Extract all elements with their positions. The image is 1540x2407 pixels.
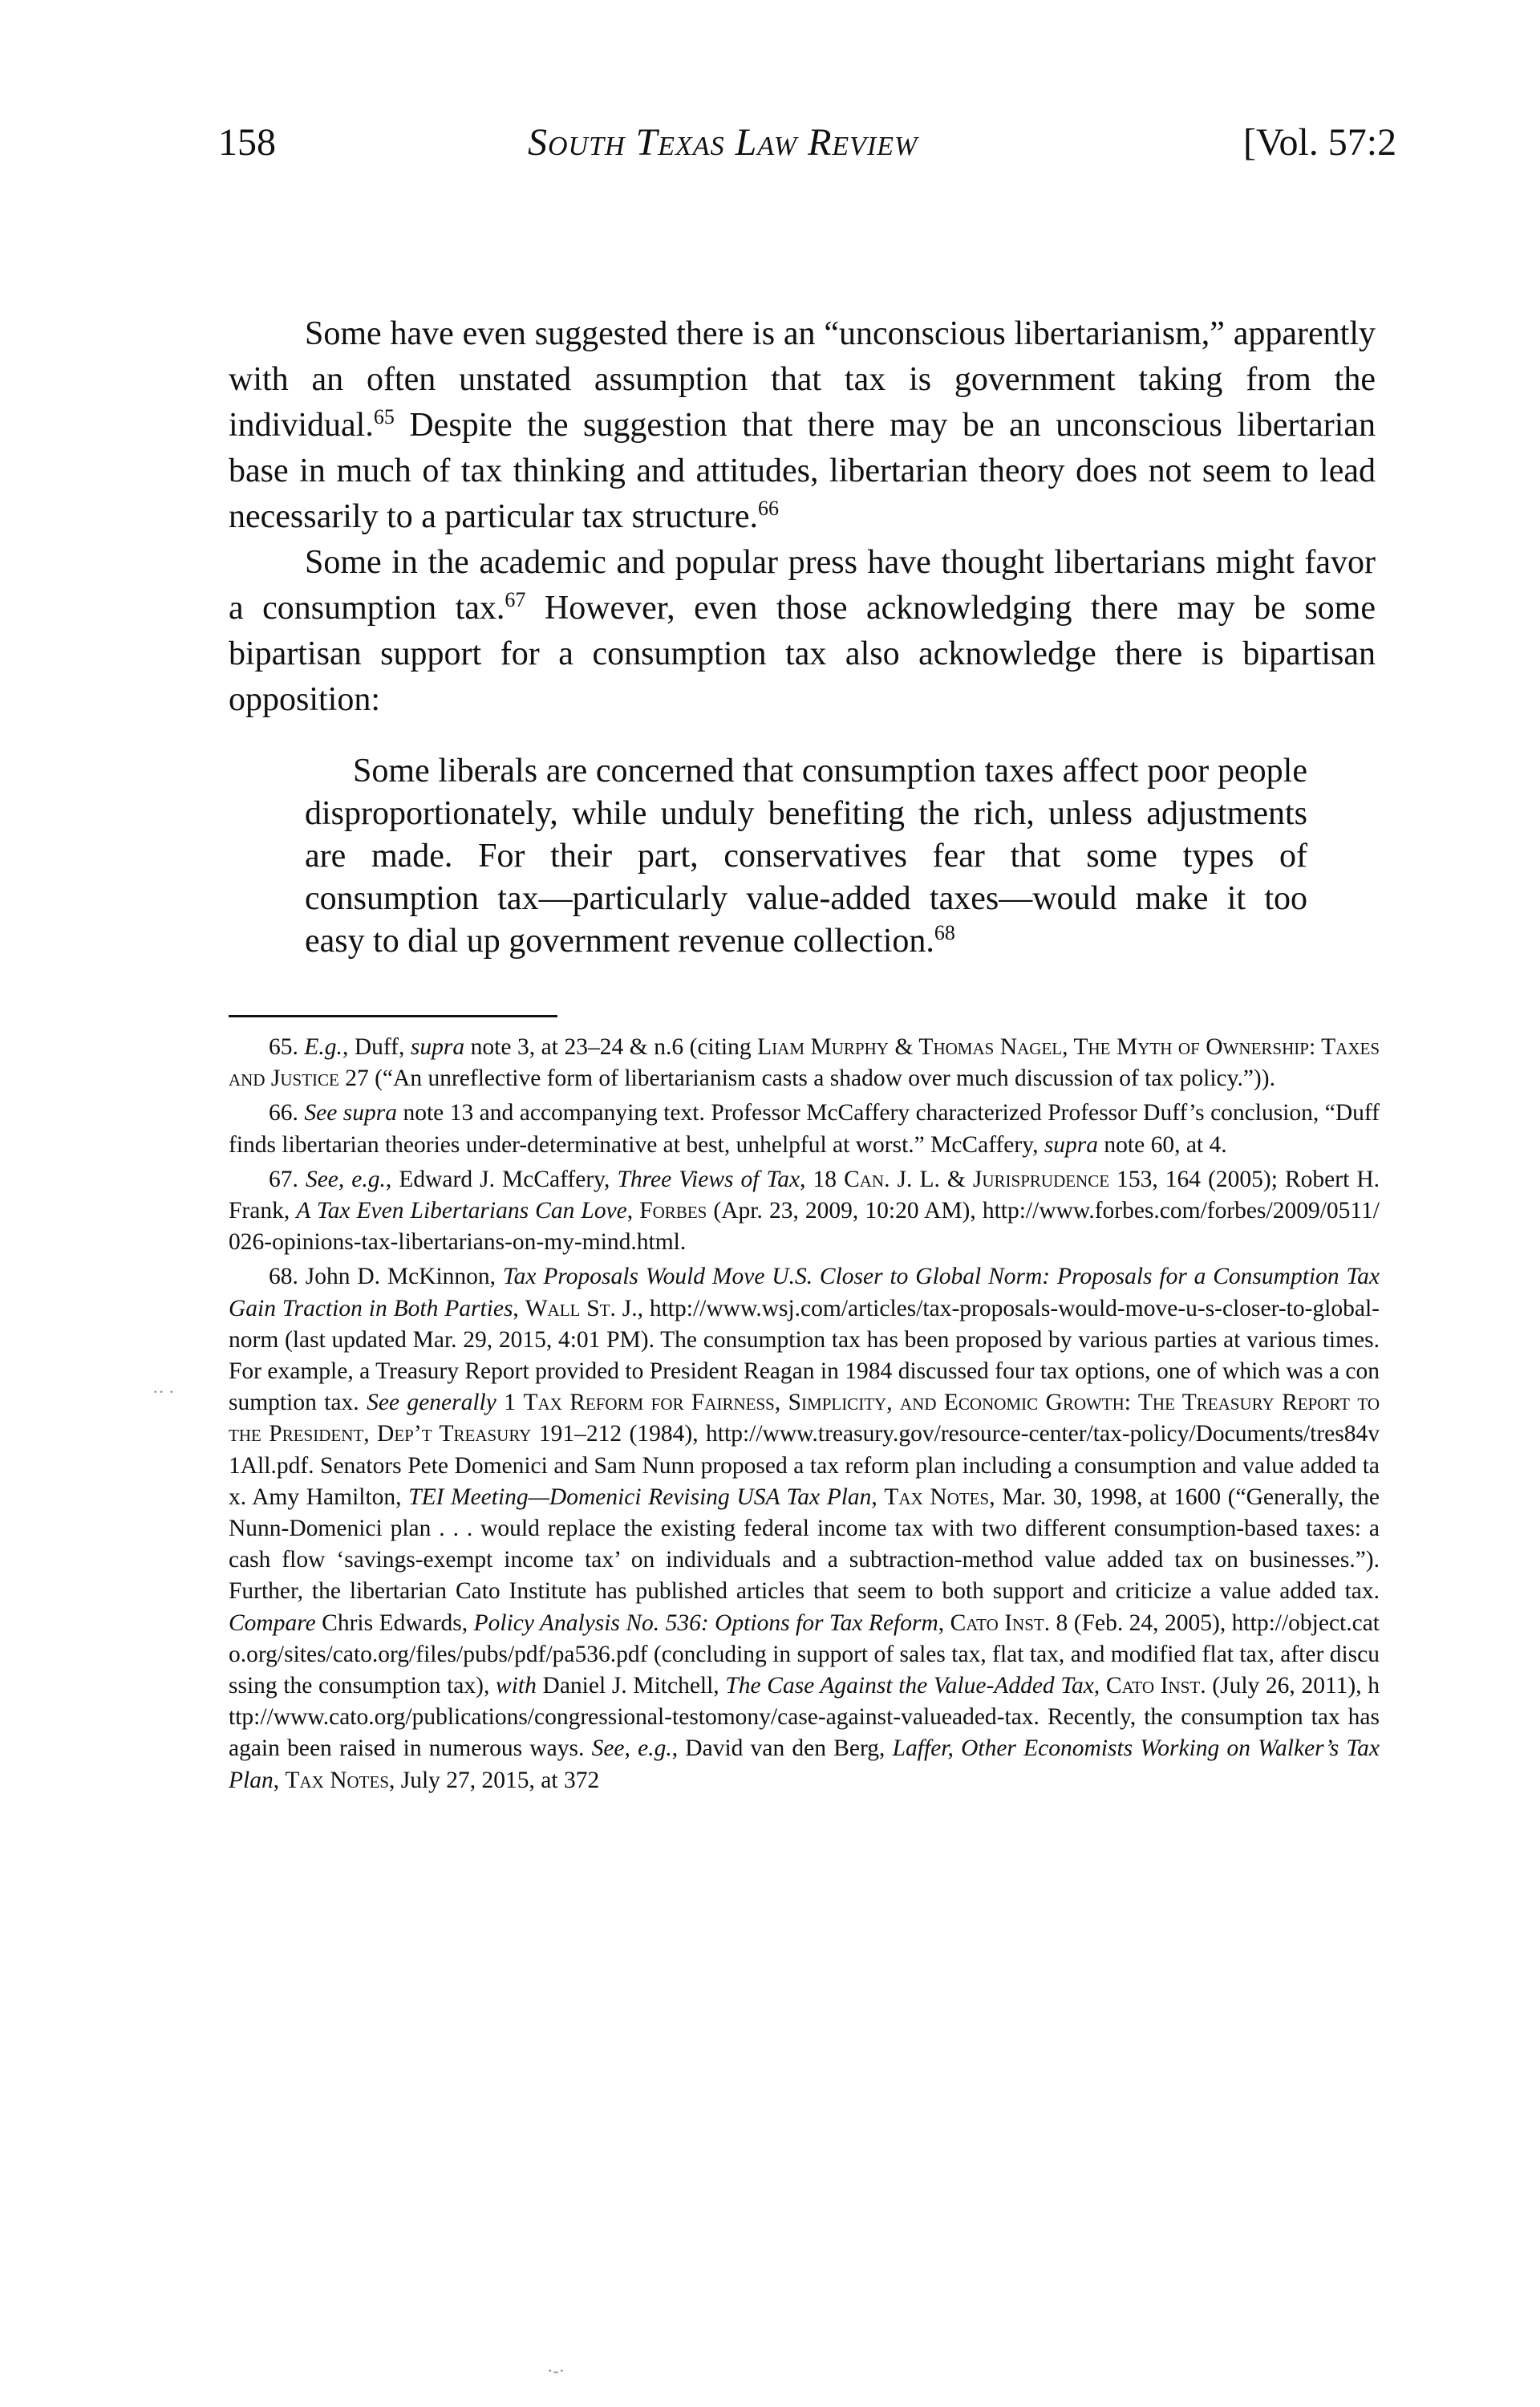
footnote-67: 67. See, e.g., Edward J. McCaffery, Three Views of Tax, 18 Can. J. L. & Jurisprudence 153, 164 (2005); Robert H. Frank, A Tax Even Libertarians Can Love, Forbes (Apr. 23, 2009, 10:20 AM), http://www.forbes.com/forbes/2009/0511/026-opinions-tax-libertarians-on-my-mind.html. xyxy=(229,1166,1380,1256)
footnotes xyxy=(229,1032,1380,1800)
main-text xyxy=(229,311,1376,723)
footnote-ref-68[interactable]: 68 xyxy=(934,921,955,944)
footnote-66: 66. See supra note 13 and accompanying text. Professor McCaffery characterized Professor Duff’s conclusion, “Duff finds libertarian theories under-determinative at best, unhelpful at worst.” McCaffery, supra note 60, at 4. xyxy=(229,1100,1380,1158)
footnote-65: 65. E.g., Duff, supra note 3, at 23–24 & n.6 (citing Liam Murphy & Thomas Nagel, The Myth of Ownership: Taxes and Justice 27 (“An unreflective form of libertarianism casts a shadow over much discussion of tax policy.”)). xyxy=(229,1034,1380,1092)
scan-speck: ·· · xyxy=(152,1382,175,1402)
page-number: 158 xyxy=(218,121,276,164)
journal-title: South Texas Law Review xyxy=(528,121,918,164)
paragraph-1: Some have even suggested there is an “unconscious libertarianism,” apparently with an often unstated assumption that tax is government taking from the individual.$^{65}$ Despite the suggestion that there may be an unconscious libertarian base in much of tax thinking and attitudes, libertarian theory does not seem to lead necessarily to a particular tax structure.$^{66}$ xyxy=(229,315,1376,535)
footnote-divider xyxy=(229,1015,557,1017)
paragraph-2: Some in the academic and popular press have thought libertarians might favor a consumption tax.$^{67}$ However, even those acknowledging there may be some bipartisan support for a consumption tax also acknowledge there is bipartisan opposition: xyxy=(229,544,1376,718)
footnote-ref-66[interactable]: 66 xyxy=(758,497,780,520)
footnote-ref-65[interactable]: 65 xyxy=(373,405,395,428)
footnote-ref-67[interactable]: 67 xyxy=(505,588,526,611)
volume-label: [Vol. 57:2 xyxy=(1243,121,1397,164)
running-header xyxy=(0,120,1540,185)
block-quote: Some liberals are concerned that consumption taxes affect poor people disproportionately, while unduly benefiting the rich, unless adjustments are made. For their part, conservatives fear that some types of consumption tax—particularly value-added taxes—would make it too easy to dial up government revenue collection.$^{68}$ xyxy=(305,753,1307,960)
footnote-68: 68. John D. McKinnon, Tax Proposals Would Move U.S. Closer to Global Norm: Proposals for a Consumption Tax Gain Traction in Both Parties, Wall St. J., http://www.wsj.com/articles/tax-proposals-would-move-u-s-closer-to-global-norm (last updated Mar. 29, 2015, 4:01 PM). The consumption tax has been proposed by various parties at various times. For example, a Treasury Report provided to President Reagan in 1984 discussed four tax options, one of which was a consumption tax. See generally 1 Tax Reform for Fairness, Simplicity, and Economic Growth: The Treasury Report to the President, Dep’t Treasury 191–212 (1984), http://www.treasury.gov/resource-center/tax-policy/Documents/tres84v1All.pdf. Senators Pete Domenici and Sam Nunn proposed a tax reform plan including a consumption and value added tax. Amy Hamilton, TEI Meeting—Domenici Revising USA Tax Plan, Tax Notes, Mar. 30, 1998, at 1600 (“Generally, the Nunn-Domenici plan . . . would replace the existing federal income tax with two different consumption-based taxes: a cash flow ‘savings-exempt income tax’ on individuals and a subtraction-method value added tax on businesses.”). Further, the libertarian Cato Institute has published articles that seem to both support and criticize a value added tax. Compare Chris Edwards, Policy Analysis No. 536: Options for Tax Reform, Cato Inst. 8 (Feb. 24, 2005), http://object.cato.org/sites/cato.org/files/pubs/pdf/pa536.pdf (concluding in support of sales tax, flat tax, and modified flat tax, after discussing the consumption tax), with Daniel J. Mitchell, The Case Against the Value-Added Tax, Cato Inst. (July 26, 2011), http://www.cato.org/publications/congressional-testomony/case-against-valueaded-tax. Recently, the consumption tax has again been raised in numerous ways. See, e.g., David van den Berg, Laffer, Other Economists Working on Walker’s Tax Plan, Tax Notes, July 27, 2015, at 372 xyxy=(229,1264,1380,1793)
scan-speck: ·-· xyxy=(547,2360,565,2381)
